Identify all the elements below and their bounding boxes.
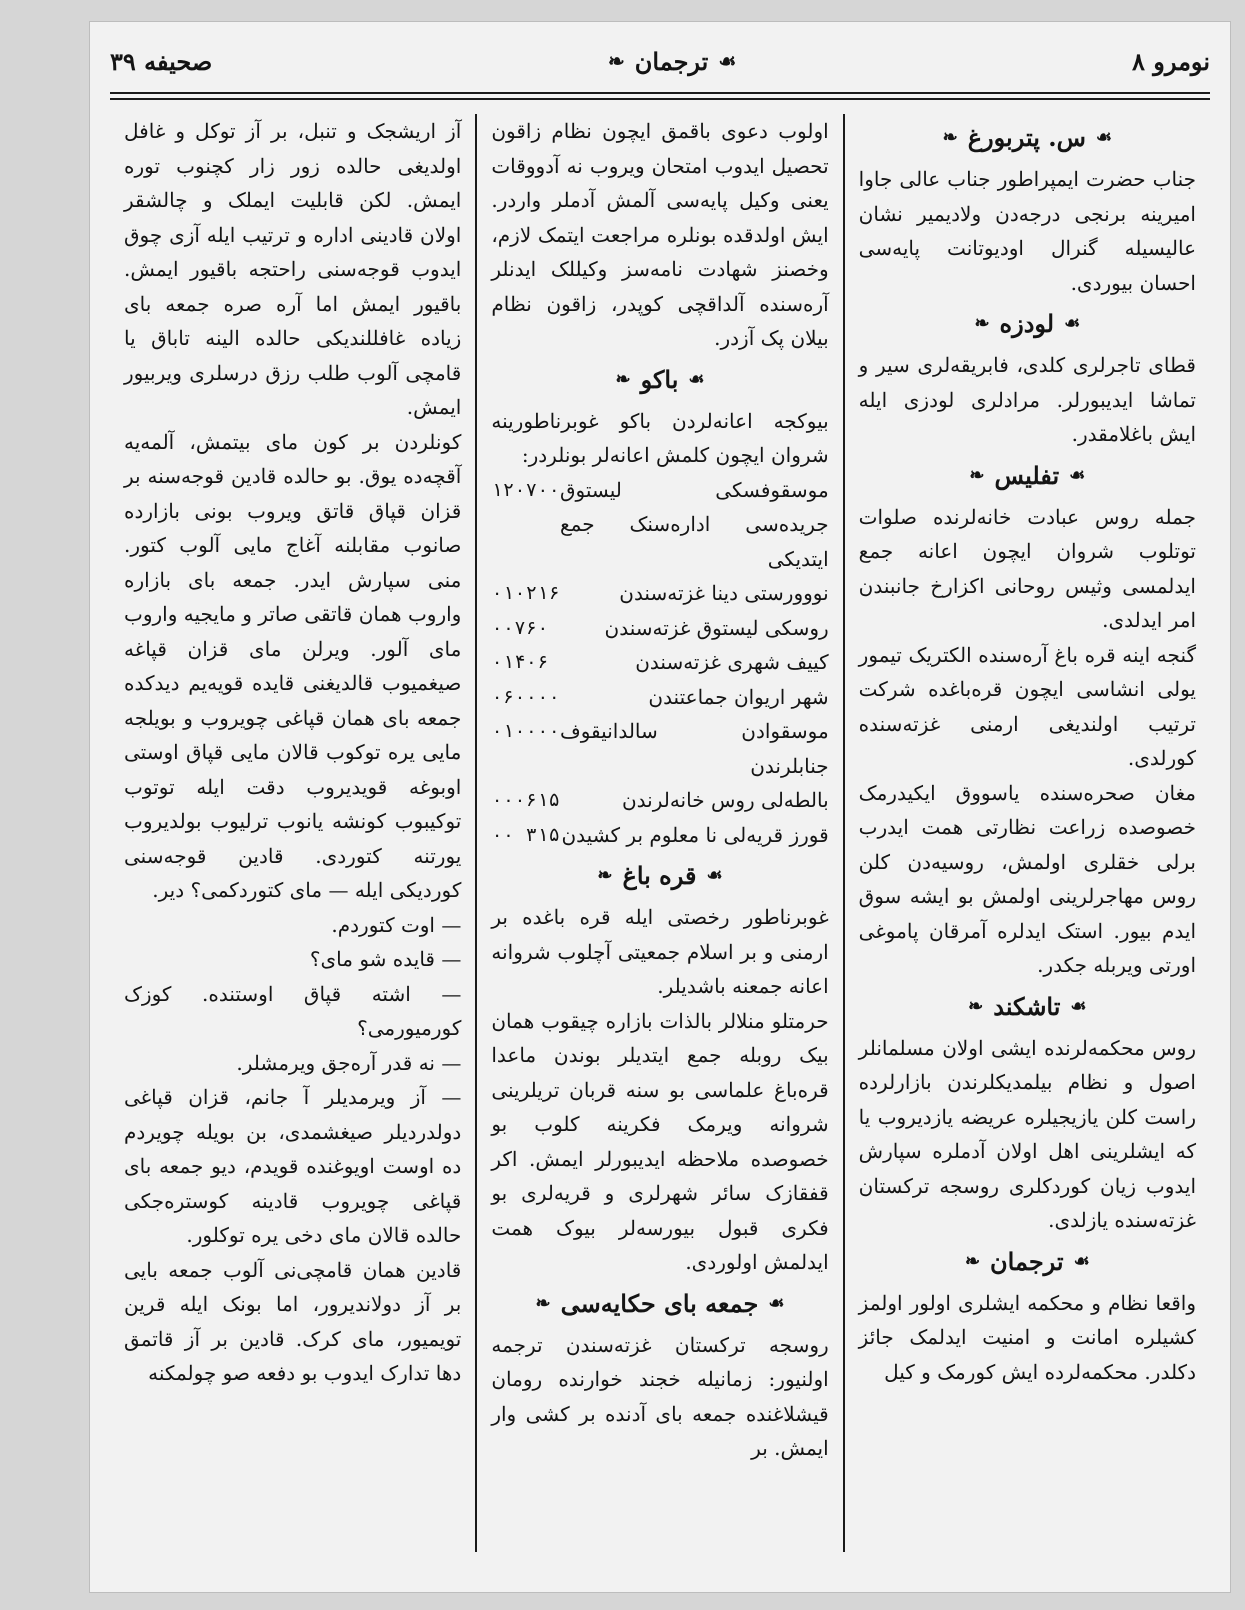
- donation-amount: ۰۰۷۶۰: [491, 616, 549, 639]
- donation-amount: ۰۰۰۶۱۵: [491, 789, 560, 811]
- article-columns: [110, 114, 1210, 1552]
- heading-ornament-icon: ❧: [968, 995, 984, 1017]
- donation-source: موسقوفسکی لیستوق جریده‌سی اداره‌سنک جمع ایتدیکی: [559, 477, 829, 571]
- donation-source: کییف شهری غزته‌سندن: [635, 650, 829, 674]
- section-heading-cuma-bay: [491, 1284, 828, 1324]
- donation-row: [491, 680, 828, 715]
- donation-row: [491, 576, 828, 611]
- heading-text: باکو: [640, 364, 679, 394]
- heading-ornament-icon: ☙: [1069, 464, 1086, 486]
- donation-source: شهر اریوان جماعتندن: [648, 684, 829, 709]
- heading-text: لودزه: [999, 309, 1055, 338]
- column-left: [110, 114, 475, 1552]
- paragraph: اولوب دعوی باقمق ایچون نظام زاقون تحصیل ایدوب امتحان ویروب نه آدووقات یعنی وکیل پایه‌سی آلمش آدملر واردر. ایش اولدقده بونلره مراجعت ایتمک لازم، وخصنز شهادت نامه‌سز وکیللک ایدنلر آره‌سنده آلداقچی کوپدر، زاقون نظام بیلان پک آزدر.: [491, 119, 829, 350]
- section-heading-petersburg: [859, 118, 1196, 158]
- section-heading-baku: [491, 360, 828, 400]
- heading-ornament-icon: ❧: [964, 1250, 981, 1272]
- heading-ornament-icon: ☙: [688, 368, 705, 390]
- masthead-title-block: [608, 47, 736, 76]
- page-number: صحیفه ۳۹: [110, 46, 213, 76]
- donation-amount: ۰۱۰۰۰۰: [491, 720, 560, 742]
- donation-amount: ۰۱۰۲۱۶: [491, 582, 560, 604]
- heading-ornament-icon: ☙: [1064, 313, 1081, 334]
- donation-row: [491, 473, 828, 577]
- column-middle: [475, 114, 842, 1552]
- paragraph: روسجه ترکستان غزته‌سندن ترجمه اولنیور: زمانیله خجند خوارنده رومان قیشلاغنده جمعه بای آدنده بر کشی وار ایمش. بر: [491, 1332, 829, 1460]
- paragraph: قطای تاجرلری کلدی، فابریقه‌لری سیر و تماشا ایدیبورلر. مرادلری لودزی ایله ایش باغلامقدر.: [858, 353, 1196, 446]
- donation-amount: ۰۰ ۳۱۵: [491, 823, 560, 846]
- donation-source: بالطه‌لی روس خانه‌لرندن: [621, 788, 829, 812]
- section-heading-tiflis: [859, 456, 1196, 496]
- donation-source: قورز قریه‌لی نا معلوم بر کشیدن: [561, 822, 829, 847]
- ornament-left-icon: ❧: [607, 49, 625, 73]
- dialogue-line: — نه قدر آره‌جق ویرمشلر.: [236, 1050, 462, 1075]
- donation-row: [491, 783, 828, 818]
- paragraph: حرمتلو منلالر بالذات بازاره چیقوب همان بیک روبله جمع ایتدیلر بوندن ماعدا قره‌باغ علماسی بو سنه قربان تریلرینی شروانه ویرمک فکرینه کلوب بو خصوصده ملاحظه ایدیبورلر ایمش. اکر قفقازک سائر شهرلری و قریه‌لری بو فکری قبول بیورسه‌لر بیوک همت ایدلمش اولوردی.: [491, 1008, 829, 1274]
- heading-text: تاشکند: [993, 991, 1061, 1021]
- donation-list: [491, 473, 828, 853]
- heading-ornament-icon: ❧: [597, 865, 613, 886]
- paragraph: مغان صحره‌سنده یاسووق ایکیدرمک خصوصده زراعت نظارتی همت ایدرب برلی خقلری اولمش، روسیه‌دن کلن روس مهاجرلرینی اولمش بو ایشه سوق ایدم بیور. استک ایدلره آمرقان پاموغی اورتی ویربله جکدر.: [858, 780, 1196, 977]
- heading-ornament-icon: ☙: [1073, 1250, 1090, 1272]
- heading-text: س. پتربورغ: [967, 123, 1086, 152]
- donation-row: [491, 818, 828, 853]
- section-heading-tercuman: [859, 1242, 1196, 1282]
- donation-row: [491, 645, 828, 680]
- column-right: [843, 114, 1210, 1552]
- heading-ornament-icon: ☙: [768, 1292, 785, 1314]
- donation-source: موسقوادن سالدانیقوف جنابلرندن: [559, 719, 829, 778]
- dialogue-line: — اشته قپاق اوستنده. کوزک کورمیورمی؟: [124, 981, 462, 1040]
- masthead-rule-bottom: [110, 98, 1210, 100]
- issue-number: نومرو ۸: [1131, 46, 1210, 76]
- paragraph: غوبرناطور رخصتی ایله قره باغده بر ارمنی و بر اسلام جمعیتی آچلوب شروانه اعانه جمعنه باشدیلر.: [491, 905, 829, 998]
- donation-row: [491, 611, 828, 646]
- paragraph: کونلردن بر کون ما‌ی بیتمش، آلمه‌یه آقچه‌ده یوق. بو حالده قادین قوجه‌سنه بر قزان قپاق قاتق ویروب بونی بازارده صانوب مقابلنه آغاج مایی آلوب کتور. منی سپارش ایدر. جمعه بای بازاره واروب همان قاتقی صاتر و مایجیه واروب مای آلور. ویرلن مای قزان قپاغه صیغمیوب قالدیغنی قایده قویه‌یم دیدکده جمعه بای همان قپاغی چویروب و بویلجه مایی یره توکوب قالان مایی قپاق اوستی اوبوغه قویدیروب دقت ایله توتوب توکیبوب کونشه یانوب ترلیوب بولدیروب یورتنه کتوردی. قادین قوجه‌سنی کوردیکی ایله — مای کتوردکمی؟ دیر.: [124, 429, 462, 902]
- heading-ornament-icon: ☙: [1070, 995, 1087, 1017]
- paragraph: قادین همان قامچی‌نی آلوب جمعه بایی بر آز دولاندیرور، اما بونک ایله قرین تویمیور، مای کرک. قادین بر آز قاتمق دها تدارک ایدوب بو دفعه صو چولمکنه: [124, 1257, 462, 1385]
- donation-amount: ۰۶۰۰۰۰: [491, 685, 560, 708]
- ornament-right-icon: ☙: [718, 49, 737, 73]
- paragraph: واقعا نظام و محکمه ایشلری اولور اولمز کشیلره امانت و امنیت ایدلمک جائز دکلدر. محکمه‌لرده ایش کورمک و کیل: [858, 1290, 1196, 1384]
- paragraph: آز اریشجک و تنبل، بر آز توکل و غافل اولدیغی حالده زور زار کچنوب توره ایمش. لکن قابلیت ایملک و چالشقر اولان قادینی اداره و ترتیب ایله آزی چوق ایدوب قوجه‌سنی راحتجه باقیور ایمش. باقیور ایمش اما آره صره جمعه بای زیاده غافللندیکی حالده الینه تاباق یا قامچی آلوب طلب رزق درسلری ویربیور ایمش.: [124, 119, 462, 419]
- donation-amount: ۱۲۰۷۰۰: [491, 478, 560, 501]
- heading-text: تفلیس: [994, 460, 1060, 490]
- donation-row: [491, 714, 828, 783]
- paragraph: جمله روس عبادت خانه‌لرنده صلوات توتلوب شروان ایچون اعانه جمع ایدلمسی وثیس روحانی اکزارخ جانبندن امر ایدلدی.: [858, 504, 1196, 632]
- dialogue-line: — قایده شو مای؟: [309, 947, 462, 971]
- heading-text: جمعه بای حکایه‌سی: [560, 1288, 759, 1318]
- section-heading-karabakh: [491, 856, 828, 896]
- paragraph: جناب حضرت ایمپراطور جناب عالی جاوا امیرینه برنجی درجه‌دن ولادیمیر نشان عالیسیله گنرال اودیوتانت پایه‌سی احسان بیوردی.: [858, 167, 1196, 295]
- heading-ornament-icon: ❧: [615, 368, 631, 390]
- paragraph: روس محکمه‌لرنده ایشی اولان مسلمانلر اصول و نظام بیلمدیکلرندن بازارلرده راست کلن یازیجیلره عریضه یازدیروب یا که ایشلرینی اهل اولان آدملره سپارش ایدوب زیان کوردکلری روسجه ترکستان غزته‌سنده یازلدی.: [858, 1035, 1196, 1232]
- heading-ornament-icon: ☙: [1095, 127, 1113, 148]
- paragraph: بیوکجه اعانه‌لردن باکو غوبرناطورینه شروان ایچون کلمش اعانه‌لر بونلردر:: [491, 408, 829, 467]
- heading-text: ترجمان: [990, 1246, 1064, 1276]
- donation-amount: ۰۱۴۰۶: [491, 651, 549, 673]
- newspaper-page: [90, 22, 1230, 1592]
- heading-ornament-icon: ❧: [974, 313, 990, 334]
- heading-ornament-icon: ☙: [706, 865, 723, 886]
- heading-ornament-icon: ❧: [535, 1292, 551, 1314]
- dialogue-line: — اوت کتوردم.: [331, 912, 462, 937]
- heading-ornament-icon: ❧: [969, 464, 985, 486]
- newspaper-title: ترجمان: [634, 46, 709, 76]
- paragraph: — آز ویرمدیلر آ جانم، قزان قپاغی دولدردیلر صیغشمدی، بن بویله چویردم ده اوست اویوغنده قویدم، دیو جمعه بای قپاغی چویروب قادینه کوستره‌جکی حالده قالان مای دخی یره توکلور.: [124, 1085, 462, 1247]
- masthead: [110, 40, 1210, 82]
- donation-source: روسکی لیستوق غزته‌سندن: [604, 615, 829, 640]
- masthead-rule-top: [110, 92, 1210, 94]
- donation-source: نووورستی دینا غزته‌سندن: [619, 581, 829, 605]
- paragraph: گنجه اینه قره باغ آره‌سنده الکتریک تیمور یولی انشاسی ایچون قره‌باغده شرکت ترتیب اولندیغی ارمنی غزته‌سنده کورلدی.: [858, 642, 1196, 770]
- section-heading-tashkent: [859, 987, 1196, 1027]
- heading-text: قره باغ: [622, 861, 697, 890]
- heading-ornament-icon: ❧: [942, 127, 958, 148]
- section-heading-lodz: [859, 304, 1196, 344]
